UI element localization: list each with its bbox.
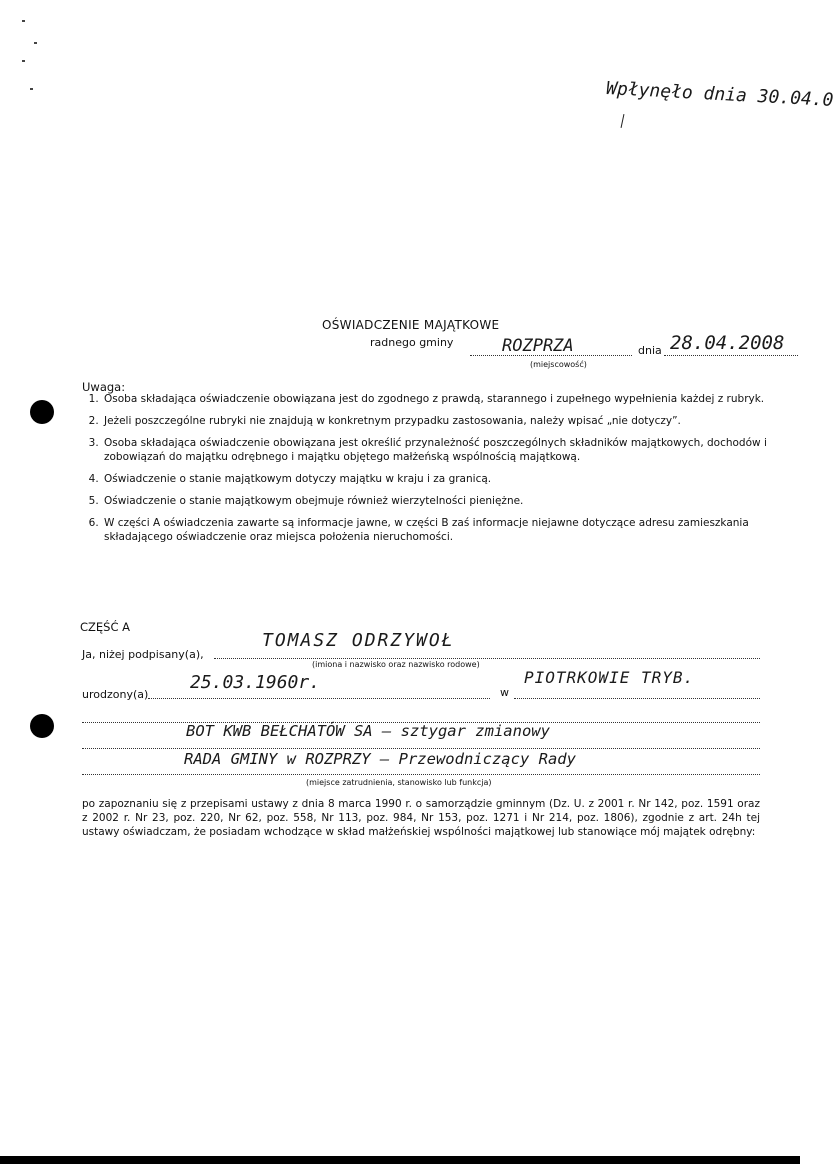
statement-paragraph: po zapoznaniu się z przepisami ustawy z dnia 8 marca 1990 r. o samorządzie gminnym (Dz. U. z 2001 r. Nr 142, poz. 1591 oraz z 2002 r. Nr 23, poz. 220, Nr 62, poz. 558, Nr 113, poz. 984, Nr 153, poz. 1271 i Nr 214, poz. 1806), zgodnie z art. 24h tej ustawy oświadczam, że posiadam wchodzące w skład małżeńskiej wspólności majątkowej lub stanowiące mój majątek odrębny: bbox=[82, 798, 760, 838]
birth-date-dotted-line bbox=[148, 698, 490, 699]
document-subtitle: radnego gminy bbox=[370, 336, 454, 349]
list-item: 3. Osoba składająca oświadczenie obowiązana jest określić przynależność poszczególnych składników majątkowych, dochodów i zobowiązań do majątku odrębnego i majątku objętego małżeńską wspólnością majątkową. bbox=[102, 436, 782, 464]
date-dotted-line bbox=[664, 355, 798, 356]
scan-speck bbox=[22, 20, 25, 22]
list-item: 5. Oświadczenie o stanie majątkowym obejmuje również wierzytelności pieniężne. bbox=[102, 494, 782, 508]
list-item: 6. W części A oświadczenia zawarte są informacje jawne, w części B zaś informacje niejawne dotyczące adresu zamieszkania składającego oświadczenie oraz miejsca położenia nieruchomości. bbox=[102, 516, 782, 544]
employment-dotted-line-2 bbox=[82, 748, 760, 749]
birth-place-label: w bbox=[500, 686, 509, 699]
date-value: 28.04.2008 bbox=[670, 332, 785, 354]
handwritten-receipt-note: Wpłynęło dnia 30.04.0 bbox=[605, 78, 834, 111]
scan-bottom-edge bbox=[0, 1156, 800, 1164]
list-item: 2. Jeżeli poszczególne rubryki nie znajdują w konkretnym przypadku zastosowania, należy wpisać „nie dotyczy”. bbox=[102, 414, 782, 428]
notes-heading: Uwaga: bbox=[82, 380, 126, 394]
pen-mark bbox=[621, 114, 625, 128]
scan-speck bbox=[22, 60, 25, 62]
employment-line-2: RADA GMINY w ROZPRZY – Przewodniczący Rady bbox=[184, 750, 576, 768]
scan-speck bbox=[30, 88, 33, 90]
punch-hole bbox=[30, 400, 54, 424]
date-label: dnia bbox=[638, 344, 662, 357]
list-item: 1. Osoba składająca oświadczenie obowiązana jest do zgodnego z prawdą, starannego i zupełnego wypełnienia każdej z rubryk. bbox=[102, 392, 782, 406]
signed-label: Ja, niżej podpisany(a), bbox=[82, 648, 204, 661]
place-value: ROZPRZA bbox=[502, 336, 574, 356]
employment-dotted-line-3 bbox=[82, 774, 760, 775]
scan-speck bbox=[34, 42, 37, 44]
list-item: 4. Oświadczenie o stanie majątkowym dotyczy majątku w kraju i za granicą. bbox=[102, 472, 782, 486]
place-caption: (miejscowość) bbox=[530, 360, 587, 369]
birth-date-value: 25.03.1960r. bbox=[190, 672, 321, 693]
name-dotted-line bbox=[214, 658, 760, 659]
part-a-heading: CZĘŚĆ A bbox=[80, 620, 131, 634]
punch-hole bbox=[30, 714, 54, 738]
employment-line-1: BOT KWB BEŁCHATÓW SA – sztygar zmianowy bbox=[186, 722, 550, 740]
notes-list bbox=[82, 392, 782, 552]
born-label: urodzony(a) bbox=[82, 688, 149, 701]
employment-caption: (miejsce zatrudnienia, stanowisko lub funkcja) bbox=[306, 778, 492, 787]
birth-place-value: PIOTRKOWIE TRYB. bbox=[524, 668, 695, 687]
birth-place-dotted-line bbox=[514, 698, 760, 699]
name-value: TOMASZ ODRZYWOŁ bbox=[262, 630, 455, 651]
name-caption: (imiona i nazwisko oraz nazwisko rodowe) bbox=[312, 660, 480, 669]
document-title: OŚWIADCZENIE MAJĄTKOWE bbox=[322, 318, 500, 332]
